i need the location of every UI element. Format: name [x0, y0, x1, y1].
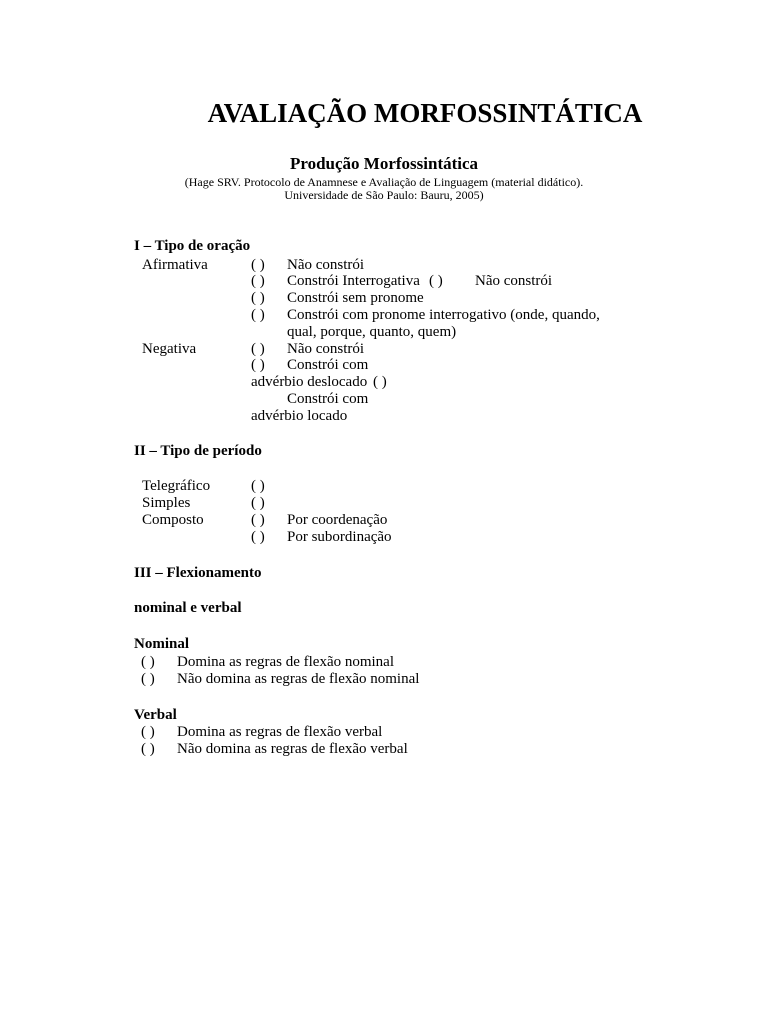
- option-constroi-com-2: Constrói com: [287, 391, 369, 407]
- checkbox-verbal-domina[interactable]: ( ): [141, 724, 155, 740]
- section-ii-heading: II – Tipo de período: [134, 443, 262, 459]
- checkbox-constroi-interrogativa[interactable]: ( ): [251, 273, 265, 289]
- option-com-pronome-line-2: qual, porque, quanto, quem): [287, 324, 457, 340]
- checkbox-com-pronome[interactable]: ( ): [251, 307, 265, 323]
- citation-line-1: (Hage SRV. Protocolo de Anamnese e Avaliação de Linguagem (material didático).: [184, 175, 584, 189]
- label-afirmativa: Afirmativa: [142, 257, 208, 273]
- label-simples: Simples: [142, 495, 191, 511]
- verbal-heading: Verbal: [134, 707, 177, 723]
- option-interrogativa-nao-constroi: Não constrói: [475, 273, 553, 289]
- checkbox-simples[interactable]: ( ): [251, 495, 265, 511]
- option-com-pronome-line-1: Constrói com pronome interrogativo (onde, quando,: [287, 307, 600, 323]
- checkbox-sem-pronome[interactable]: ( ): [251, 290, 265, 306]
- option-nominal-domina: Domina as regras de flexão nominal: [177, 654, 395, 670]
- nominal-heading: Nominal: [134, 636, 190, 652]
- option-constroi-interrogativa: Constrói Interrogativa: [287, 273, 420, 289]
- option-coordenacao: Por coordenação: [287, 512, 388, 528]
- checkbox-adverbio-locado[interactable]: ( ): [373, 374, 387, 390]
- checkbox-telegrafico[interactable]: ( ): [251, 478, 265, 494]
- option-subordinacao: Por subordinação: [287, 529, 392, 545]
- option-sem-pronome: Constrói sem pronome: [287, 290, 424, 306]
- checkbox-nominal-nao-domina[interactable]: ( ): [141, 671, 155, 687]
- option-adverbio-deslocado: advérbio deslocado: [251, 374, 368, 390]
- checkbox-subordinacao[interactable]: ( ): [251, 529, 265, 545]
- citation-line-2: Universidade de São Paulo: Bauru, 2005): [284, 188, 484, 202]
- option-negativa-nao-constroi: Não constrói: [287, 341, 365, 357]
- section-iii-heading: III – Flexionamento: [134, 565, 262, 581]
- checkbox-nominal-domina[interactable]: ( ): [141, 654, 155, 670]
- label-negativa: Negativa: [142, 341, 197, 357]
- checkbox-coordenacao[interactable]: ( ): [251, 512, 265, 528]
- checkbox-verbal-nao-domina[interactable]: ( ): [141, 741, 155, 757]
- checkbox-adverbio-deslocado[interactable]: ( ): [251, 357, 265, 373]
- label-composto: Composto: [142, 512, 204, 528]
- checkbox-afirmativa-nao-constroi[interactable]: ( ): [251, 257, 265, 273]
- option-verbal-nao-domina: Não domina as regras de flexão verbal: [177, 741, 408, 757]
- section-i-heading: I – Tipo de oração: [134, 238, 251, 254]
- checkbox-interrogativa-nao-constroi[interactable]: ( ): [429, 273, 443, 289]
- option-adverbio-locado: advérbio locado: [251, 408, 348, 424]
- option-constroi-com: Constrói com: [287, 357, 369, 373]
- checkbox-negativa-nao-constroi[interactable]: ( ): [251, 341, 265, 357]
- label-telegrafico: Telegráfico: [142, 478, 211, 494]
- document-subtitle: Produção Morfossintática: [289, 154, 479, 173]
- option-verbal-domina: Domina as regras de flexão verbal: [177, 724, 383, 740]
- section-iii-subheading: nominal e verbal: [134, 600, 242, 616]
- option-nao-constroi: Não constrói: [287, 257, 365, 273]
- option-nominal-nao-domina: Não domina as regras de flexão nominal: [177, 671, 420, 687]
- document-title: AVALIAÇÃO MORFOSSINTÁTICA: [207, 98, 643, 128]
